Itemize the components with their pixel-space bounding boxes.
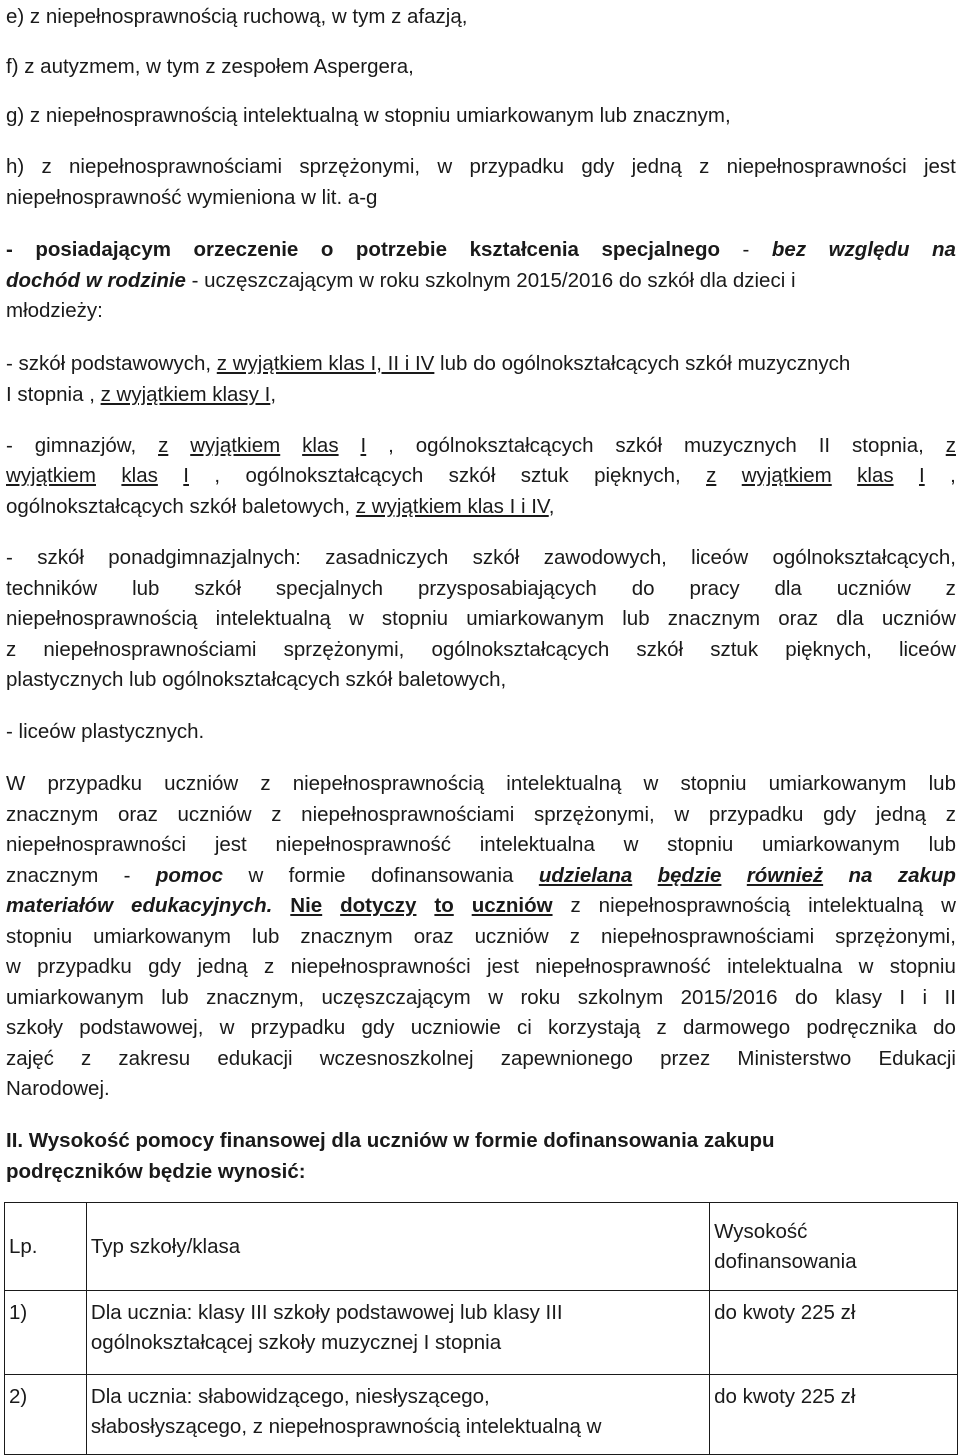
word: niepełnosprawności — [290, 955, 471, 978]
header-lp-text: Lp. — [9, 1234, 38, 1258]
word: z — [260, 772, 271, 795]
word: gimnazjów, — [34, 434, 137, 457]
row2-lp — [5, 1375, 87, 1455]
word: - — [6, 238, 13, 261]
word: potrzebie — [355, 238, 448, 261]
word: wczesnoszkolnej — [319, 1047, 474, 1070]
secondary-line4 — [6, 635, 956, 665]
primary-c: I stopnia , — [6, 383, 101, 406]
word: intelektualna — [727, 955, 843, 978]
word: I — [360, 434, 367, 457]
word: szkół — [194, 577, 242, 600]
word: niepełnosprawność — [535, 955, 711, 978]
word: jedną — [631, 155, 682, 178]
list-item-e: e) z niepełnosprawnością ruchową, w tym z afazją, — [6, 5, 468, 28]
word: do — [795, 986, 818, 1009]
para-line2 — [6, 800, 956, 830]
list-item-h-line2: niepełnosprawność wymieniona w lit. a-g — [6, 186, 378, 209]
word: formie — [288, 864, 346, 887]
word: uczniów — [164, 772, 239, 795]
special-line3: młodzieży: — [6, 299, 103, 322]
word: przez — [660, 1047, 711, 1070]
word: gdy — [581, 155, 615, 178]
table-row — [5, 1375, 958, 1455]
word: niepełnosprawność — [275, 833, 451, 856]
word: dla — [774, 577, 802, 600]
word: stopniu — [680, 772, 747, 795]
row1-type-line1: Dla ucznia: klasy III szkoły podstawowej lub klasy III — [90, 1301, 563, 1324]
word: szkolnym — [577, 986, 664, 1009]
primary-line1 — [6, 349, 850, 379]
word: II — [818, 434, 831, 457]
word: jedną — [875, 803, 927, 826]
word: oraz — [117, 803, 158, 826]
word: z — [271, 803, 282, 826]
word: - — [6, 434, 13, 457]
word: ci — [517, 1016, 532, 1039]
word: umiarkowanym — [6, 986, 144, 1009]
word: z — [945, 434, 956, 457]
word: dla — [836, 607, 864, 630]
word: z — [570, 894, 581, 917]
word: materiałów — [6, 894, 114, 917]
word: , — [950, 464, 956, 487]
word: sprzężonymi, — [835, 925, 956, 948]
special-italic2: dochód w rodzinie — [6, 269, 186, 292]
word: , — [388, 434, 394, 457]
row2-type — [86, 1375, 709, 1455]
row2-lp-text: 2) — [9, 1385, 28, 1408]
list-item-f: f) z autyzmem, w tym z zespołem Aspergera, — [6, 55, 414, 78]
word: intelektualną — [808, 894, 924, 917]
word: przysposabiających — [417, 577, 597, 600]
word: klas — [302, 434, 339, 457]
word: zapewnionego — [500, 1047, 633, 1070]
word: uczniów — [177, 803, 252, 826]
word: jest — [487, 955, 519, 978]
word: znacznym — [667, 607, 761, 630]
word: szkół — [615, 434, 663, 457]
word: zakup — [897, 864, 956, 887]
word: niepełnosprawnością — [598, 894, 791, 917]
word: uczniów — [881, 607, 956, 630]
word: szkół — [37, 546, 84, 569]
word: I — [183, 464, 189, 487]
word: klas — [857, 464, 894, 487]
word: lub — [928, 772, 956, 795]
word: intelektualną — [215, 607, 331, 630]
word: lub — [622, 607, 650, 630]
word: z — [699, 155, 710, 178]
section-heading-line1: II. Wysokość pomocy finansowej dla uczniów w formie dofinansowania zakupu — [6, 1129, 775, 1152]
word: lub — [161, 986, 189, 1009]
word: w — [437, 155, 453, 178]
para-line6 — [6, 922, 956, 952]
word: uczniów — [836, 577, 911, 600]
word: kształcenia — [469, 238, 579, 261]
word: udzielana — [538, 864, 633, 887]
word: znacznym, — [206, 986, 305, 1009]
word: w — [219, 1016, 235, 1039]
word: - — [123, 864, 131, 887]
word: niepełnosprawnościami — [601, 925, 815, 948]
word: , — [214, 464, 221, 487]
word: ogólnokształcących — [431, 638, 610, 661]
word: szkół — [472, 546, 520, 569]
gym-line3 — [6, 492, 554, 522]
word: niepełnosprawnością — [6, 607, 198, 630]
header-lp — [5, 1203, 87, 1291]
word: h) — [6, 155, 25, 178]
word: I — [919, 464, 925, 487]
word: w — [488, 986, 504, 1009]
word: liceów — [691, 546, 749, 569]
word: sprzężonymi, — [533, 803, 655, 826]
word: z — [81, 1047, 92, 1070]
primary-d: , — [270, 383, 277, 406]
para-line3 — [6, 830, 956, 860]
gym-l3b: , — [548, 495, 555, 518]
word: umiarkowanym — [762, 833, 900, 856]
word: umiarkowanym — [466, 607, 605, 630]
word: Nie — [290, 894, 323, 917]
primary-b: lub do ogólnokształcących szkół muzycznych — [434, 352, 851, 375]
word: intelektualna — [479, 833, 595, 856]
word: szkoły — [6, 1016, 63, 1039]
word: niepełnosprawności — [726, 155, 907, 178]
table-header-row — [5, 1203, 958, 1291]
word: z — [706, 464, 717, 487]
word: bez — [771, 238, 807, 261]
word: klas — [121, 464, 158, 487]
word: wyjątkiem — [190, 434, 281, 457]
word: ponadgimnazjalnych: — [108, 546, 301, 569]
gym-line1 — [6, 431, 956, 461]
word: intelektualną — [506, 772, 622, 795]
word: uczniów — [471, 894, 553, 917]
word: umiarkowanym — [768, 772, 907, 795]
word: oraz — [413, 925, 454, 948]
special-line2 — [6, 266, 796, 296]
word: stopniu — [889, 955, 956, 978]
word: edukacyjnych. — [131, 894, 273, 917]
word: przypadku — [469, 155, 565, 178]
word: klasy — [835, 986, 882, 1009]
word: II — [944, 986, 956, 1009]
word: sztuk — [520, 464, 569, 487]
word: techników — [6, 577, 98, 600]
word: uczniów — [474, 925, 549, 948]
word: muzycznych — [684, 434, 797, 457]
word: posiadającym — [35, 238, 171, 261]
word: uczęszczającym — [321, 986, 471, 1009]
word: korzystają — [548, 1016, 641, 1039]
word: z — [6, 638, 17, 661]
word: na — [932, 238, 956, 261]
gym-l3a: ogólnokształcących szkół baletowych, — [6, 495, 356, 518]
primary-line2 — [6, 380, 276, 410]
primary-u1: z wyjątkiem klas I, II i IV — [216, 352, 435, 375]
list-item-h-line1 — [6, 152, 956, 182]
section-heading-line2: podręczników będzie wynosić: — [6, 1160, 306, 1183]
word: w — [623, 833, 639, 856]
word: z — [41, 155, 52, 178]
word: z — [945, 803, 956, 826]
special-line1 — [6, 235, 956, 265]
secondary-line2 — [6, 574, 956, 604]
word: stopniu — [6, 925, 73, 948]
word: jedną — [197, 955, 248, 978]
word: znacznym — [6, 803, 99, 826]
word: dofinansowania — [370, 864, 514, 887]
header-type-text: Typ szkoły/klasa — [90, 1234, 241, 1258]
row1-lp — [5, 1291, 87, 1375]
row2-amount-text: do kwoty 225 zł — [714, 1385, 856, 1408]
word: wyjątkiem — [741, 464, 832, 487]
word: dotyczy — [340, 894, 417, 917]
word: i — [922, 986, 928, 1009]
word: niepełnosprawnościami — [69, 155, 283, 178]
word: z — [569, 925, 580, 948]
word: edukacji — [217, 1047, 293, 1070]
word: lub — [132, 577, 160, 600]
word: z — [264, 955, 275, 978]
word: z — [158, 434, 169, 457]
word: ogólnokształcących, — [772, 546, 956, 569]
word: W — [6, 772, 26, 795]
secondary-line1 — [6, 543, 956, 573]
word: przypadku — [37, 955, 132, 978]
word: przypadku — [708, 803, 804, 826]
para-line4 — [6, 861, 956, 891]
word: w — [348, 607, 364, 630]
word: ogólnokształcących — [415, 434, 594, 457]
header-amount-line1: Wysokość — [714, 1219, 808, 1243]
word: niepełnosprawnościami — [301, 803, 515, 826]
word: stopniu — [381, 607, 449, 630]
word: z — [656, 1016, 667, 1039]
word: zajęć — [6, 1047, 54, 1070]
word: - — [742, 238, 750, 261]
table-row — [5, 1291, 958, 1375]
row2-amount — [710, 1375, 958, 1455]
word: pięknych, — [594, 464, 681, 487]
word: zawodowych, — [543, 546, 667, 569]
word: roku — [520, 986, 561, 1009]
word: sprzężonymi, — [283, 638, 405, 661]
word: zasadniczych — [325, 546, 449, 569]
word: podręcznika — [806, 1016, 917, 1039]
primary-u2: z wyjątkiem klasy I — [100, 383, 271, 406]
word: z — [945, 577, 956, 600]
word: niepełnosprawnością — [292, 772, 485, 795]
funding-table — [4, 1202, 958, 1455]
word: niepełnosprawnościami — [43, 638, 257, 661]
word: pięknych, — [785, 638, 872, 661]
word: niepełnosprawności — [6, 833, 187, 856]
word: wyjątkiem — [6, 464, 96, 487]
word: również — [746, 864, 824, 887]
word: o — [320, 238, 334, 261]
word: umiarkowanym — [93, 925, 231, 948]
word: podstawowej, — [79, 1016, 204, 1039]
word: sprzężonymi, — [299, 155, 421, 178]
header-amount — [710, 1203, 958, 1291]
gym-line2 — [6, 461, 956, 491]
word: do — [631, 577, 655, 600]
word: uczniowie — [410, 1016, 501, 1039]
word: orzeczenie — [193, 238, 299, 261]
primary-a: - szkół podstawowych, — [6, 352, 217, 375]
row2-type-line2: słabosłyszącego, z niepełnosprawnością intelektualną w — [90, 1415, 602, 1438]
para-line11: Narodowej. — [6, 1077, 110, 1100]
row1-amount-text: do kwoty 225 zł — [714, 1301, 856, 1324]
word: darmowego — [683, 1016, 791, 1039]
word: znacznym — [300, 925, 393, 948]
word: Ministerstwo — [737, 1047, 852, 1070]
word: stopnia, — [852, 434, 924, 457]
word: gdy — [148, 955, 182, 978]
word: w — [248, 864, 264, 887]
word: w — [858, 955, 874, 978]
word: pracy — [689, 577, 740, 600]
word: ogólnokształcących — [245, 464, 424, 487]
word: jest — [923, 155, 956, 178]
word: sztuk — [710, 638, 759, 661]
para-line8 — [6, 983, 956, 1013]
word: znacznym — [6, 864, 99, 887]
word: w — [643, 772, 659, 795]
word: względu — [828, 238, 910, 261]
word: w — [6, 955, 21, 978]
para-line5 — [6, 891, 956, 921]
word: to — [434, 894, 454, 917]
word: - — [6, 546, 13, 569]
secondary-line3 — [6, 604, 956, 634]
header-type — [86, 1203, 709, 1291]
para-line1 — [6, 769, 956, 799]
header-amount-line2: dofinansowania — [714, 1249, 857, 1273]
word: gdy — [361, 1016, 395, 1039]
word: będzie — [657, 864, 722, 887]
word: przypadku — [250, 1016, 346, 1039]
word: I — [899, 986, 906, 1009]
word: 2015/2016 — [680, 986, 778, 1009]
word: pomoc — [155, 864, 224, 887]
para-line9 — [6, 1013, 956, 1043]
word: Edukacji — [878, 1047, 956, 1070]
special-rest1: - uczęszczającym w roku szkolnym 2015/2016 do szkół dla dzieci i — [185, 269, 796, 292]
row1-lp-text: 1) — [9, 1301, 28, 1324]
word: na — [848, 864, 873, 887]
word: w — [674, 803, 690, 826]
word: do — [933, 1016, 956, 1039]
word: stopniu — [667, 833, 734, 856]
word: zakresu — [118, 1047, 191, 1070]
word: specjalnego — [601, 238, 720, 261]
word: liceów — [898, 638, 956, 661]
para-line10 — [6, 1044, 956, 1074]
word: jest — [214, 833, 247, 856]
secondary-line5: plastycznych lub ogólnokształcących szkół baletowych, — [6, 668, 507, 691]
word: lub — [252, 925, 280, 948]
word: gdy — [823, 803, 857, 826]
word: przypadku — [47, 772, 143, 795]
list-item-g: g) z niepełnosprawnością intelektualną w stopniu umiarkowanym lub znacznym, — [6, 104, 731, 127]
word: szkół — [636, 638, 684, 661]
word: lub — [928, 833, 956, 856]
word: szkół — [448, 464, 496, 487]
row1-type-line2: ogólnokształcącej szkoły muzycznej I stopnia — [90, 1331, 502, 1354]
word: specjalnych — [275, 577, 384, 600]
row1-type — [86, 1291, 709, 1375]
word: w — [941, 894, 956, 917]
row1-amount — [710, 1291, 958, 1375]
para-line7 — [6, 952, 956, 982]
row2-type-line1: Dla ucznia: słabowidzącego, niesłyszącego, — [90, 1385, 490, 1408]
word: oraz — [778, 607, 819, 630]
art-line: - liceów plastycznych. — [6, 720, 205, 743]
gym-l3u: z wyjątkiem klas I i IV — [355, 495, 549, 518]
